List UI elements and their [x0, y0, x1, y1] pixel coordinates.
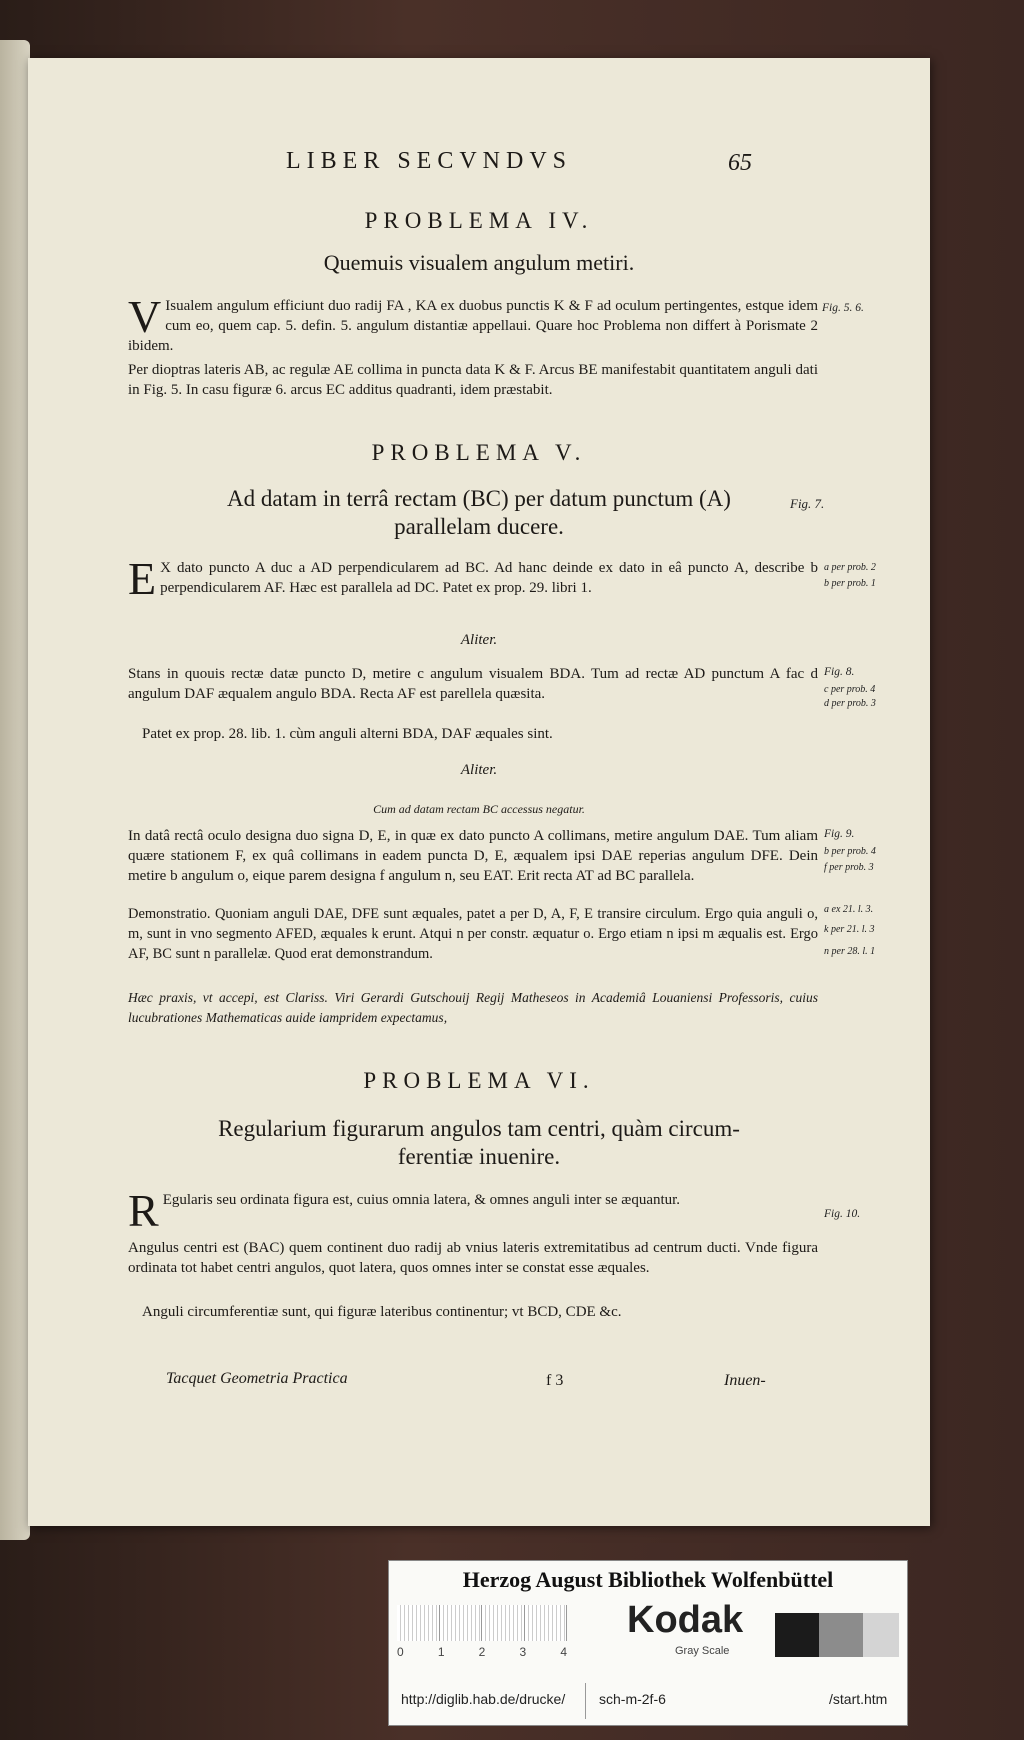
problem-5-paragraph-2 — [128, 664, 818, 704]
problem-4-paragraph-2 — [128, 360, 818, 400]
aliter-heading: Aliter. — [460, 762, 498, 778]
paragraph-text: Angulus centri est (BAC) quem continent duo radij ab vnius lateris extremitatibus ad centrum ducti. Vnde figura ordinata tot habet centri angulos, quot latera, quos omnes inter se constat esse æquales. — [128, 1240, 818, 1276]
margin-note: a ex 21. l. 3. — [824, 904, 874, 915]
problem-5-paragraph-1 — [128, 553, 818, 604]
signature-mark: f 3 — [546, 1372, 564, 1389]
tick-label: 3 — [519, 1645, 527, 1659]
paragraph-text: Isualem angulum efficiunt duo radij FA , KA ex duobus punctis K & F ad oculum pertingentes, estque idem cum eo, quem cap. 5. defin. 5. angulum distantiæ appellaui. Quare hoc Problema non differt à Porismate 2 ibidem. — [128, 298, 818, 354]
problem-5-paragraph-4 — [128, 826, 818, 886]
problem-6-title: PROBLEMA VI. — [363, 1068, 595, 1093]
problem-6-paragraph-1 — [128, 1185, 818, 1236]
gray-swatch-light — [863, 1613, 899, 1657]
paragraph-text: Egularis seu ordinata figura est, cuius omnia latera, & omnes anguli inter se æquantur. — [162, 1192, 681, 1208]
paragraph-text: X dato puncto A duc a AD perpendicularem ad BC. Ad hanc deinde ex dato in eâ puncto A, describe b perpendicularem AF. Hæc est parallela ad DC. Patet ex prop. 29. libri 1. — [160, 560, 818, 596]
margin-note: b per prob. 1 — [824, 578, 876, 589]
margin-note: Fig. 9. — [824, 828, 855, 840]
problem-6-subtitle-line-2: ferentiæ inuenire. — [397, 1144, 561, 1169]
problem-5-paragraph-3 — [142, 724, 818, 744]
divider — [585, 1683, 586, 1719]
catchword: Inuen- — [724, 1372, 766, 1389]
margin-note: Fig. 10. — [824, 1208, 861, 1220]
kodak-logo: Kodak — [627, 1599, 744, 1641]
margin-note: a per prob. 2 — [824, 562, 876, 573]
problem-6-subtitle-line-1: Regularium figurarum angulos tam centri, quàm circum- — [218, 1116, 740, 1141]
paragraph-text: Per dioptras lateris AB, ac regulæ AE collima in puncta data K & F. Arcus BE manifestabit quantitatem anguli dati in Fig. 5. In casu figuræ 6. arcus EC additus quadranti, idem præstabit. — [128, 362, 818, 398]
drop-cap: V — [128, 291, 162, 342]
problem-5-subtitle-line-2: parallelam ducere. — [394, 514, 564, 539]
problem-4-paragraph-1 — [128, 291, 818, 356]
paragraph-text: Demonstratio. Quoniam anguli DAE, DFE sunt æquales, patet a per D, A, F, E transire circulum. Ergo quia anguli o, m, sunt in vno segmento AFED, æquales k erunt. Atqui n per constr. æquatur o. Ergo etiam n ipsi m æqualis est. Ergo AF, BC sunt n parallelæ. Quod erat demonstrandum. — [128, 906, 818, 962]
book-page — [28, 58, 930, 1526]
library-name: Herzog August Bibliothek Wolfenbüttel — [462, 1567, 834, 1592]
gray-scale-label: Gray Scale — [675, 1645, 730, 1657]
margin-note: b per prob. 4 — [824, 846, 876, 857]
aliter-heading: Aliter. — [460, 632, 498, 648]
tick-label: 0 — [397, 1645, 404, 1659]
paragraph-text: Hæc praxis, vt accepi, est Clariss. Viri Gerardi Gutschouij Regij Matheseos in Academiâ Louaniensi Professoris, cuius lucubrationes Mathematicas auide iampridem expectamus, — [128, 990, 818, 1025]
problem-5-subtitle-line-1: Ad datam in terrâ rectam (BC) per datum punctum (A) — [227, 486, 731, 511]
ruler-scale — [397, 1605, 567, 1641]
margin-note: d per prob. 3 — [824, 698, 876, 709]
margin-note: n per 28. l. 1 — [824, 946, 876, 957]
tick-label: 1 — [437, 1645, 445, 1659]
gray-swatch-black — [775, 1613, 819, 1657]
problem-5-title: PROBLEMA V. — [371, 440, 587, 465]
tick-label: 2 — [478, 1645, 486, 1659]
url-signature: sch-m-2f-6 — [599, 1691, 666, 1707]
tick-label: 4 — [560, 1645, 567, 1659]
previous-page-edge — [0, 40, 30, 1540]
url-suffix: /start.htm — [829, 1691, 888, 1707]
problem-4-subtitle: Quemuis visualem angulum metiri. — [323, 250, 635, 275]
url-base: http://diglib.hab.de/drucke/ — [401, 1691, 566, 1707]
page-number: 65 — [728, 150, 752, 176]
problem-6-paragraph-3 — [142, 1302, 818, 1322]
drop-cap: R — [128, 1185, 159, 1236]
scan-target-card — [388, 1560, 908, 1726]
aliter-subheading: Cum ad datam rectam BC accessus negatur. — [373, 802, 585, 816]
margin-note: Fig. 7. — [790, 496, 825, 511]
problem-5-attribution — [128, 988, 818, 1028]
paragraph-text: Anguli circumferentiæ sunt, qui figuræ lateribus continentur; vt BCD, CDE &c. — [142, 1304, 622, 1320]
margin-note: Fig. 5. 6. — [822, 302, 864, 314]
footer-title: Tacquet Geometria Practica — [166, 1370, 348, 1387]
drop-cap: E — [128, 553, 157, 604]
gray-swatch-mid — [819, 1613, 863, 1657]
margin-note: f per prob. 3 — [824, 862, 874, 873]
problem-6-paragraph-2 — [128, 1238, 818, 1278]
margin-note: Fig. 8. — [824, 666, 855, 678]
margin-note: k per 21. l. 3 — [824, 924, 875, 935]
running-head — [28, 148, 930, 184]
margin-note: c per prob. 4 — [824, 684, 876, 695]
paragraph-text: Stans in quouis rectæ datæ puncto D, metire c angulum visualem BDA. Tum ad rectæ AD punctum A fac d angulum DAF æqualem angulo BDA. Recta AF est parellela quæsita. — [128, 666, 818, 702]
paragraph-text: Patet ex prop. 28. lib. 1. cùm anguli alterni BDA, DAF æquales sint. — [142, 726, 553, 742]
problem-4-title: PROBLEMA IV. — [364, 208, 594, 233]
running-head-title: LIBER SECVNDVS — [286, 148, 573, 174]
ruler-ticks — [397, 1645, 567, 1659]
paragraph-text: In datâ rectâ oculo designa duo signa D, E, in quæ ex dato puncto A collimans, metire angulum DAE. Tum aliam quære stationem F, ex quâ collimans in eadem puncta D, E, æqualem ipsi DAE reperias angulum DFE. Dein metire b angulum o, eique parem designa f angulum n, seu EAT. Erit recta AT ad BC parallela. — [128, 828, 818, 884]
problem-5-demonstration — [128, 904, 818, 964]
